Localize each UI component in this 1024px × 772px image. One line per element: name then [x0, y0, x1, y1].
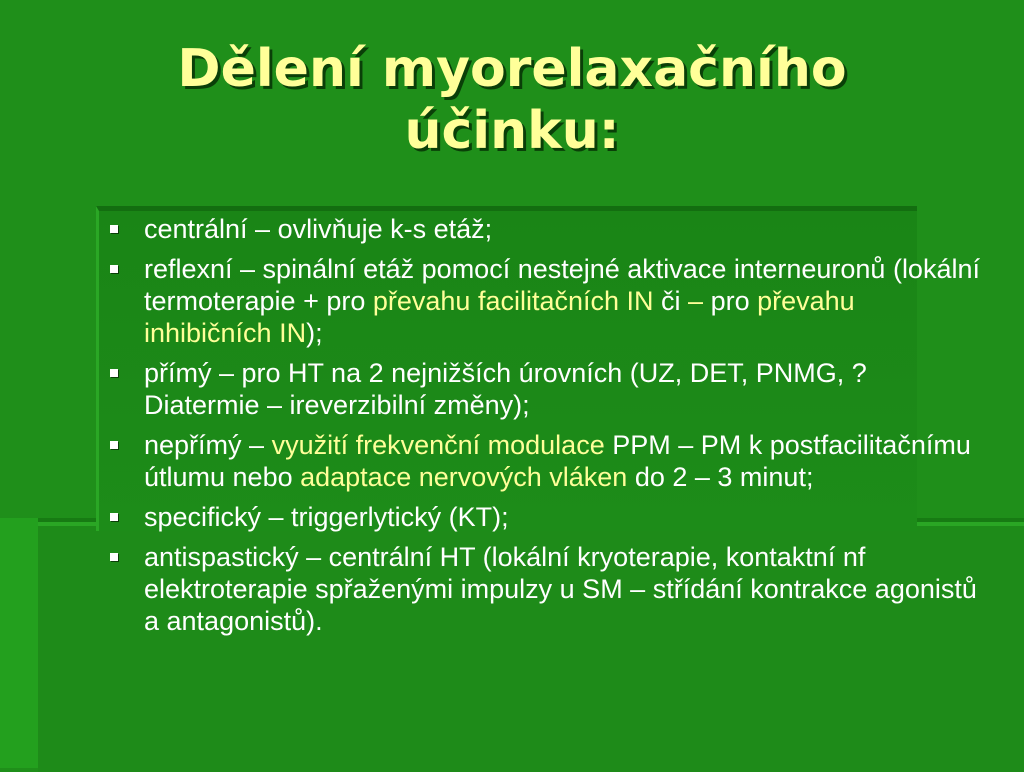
square-bullet-icon: [110, 553, 118, 561]
bullet-text-part: PPM – PM k postfacilitačnímu útlumu nebo: [144, 430, 971, 492]
bullet-text: přímý – pro HT na 2 nejnižších úrovních (UZ, DET, PNMG, ? Diatermie – ireverzibilní změny);: [144, 358, 867, 420]
bullet-item-antispastic: [110, 541, 980, 637]
bullet-item-specific: [110, 501, 980, 533]
bullet-item-direct: [110, 357, 980, 421]
highlighted-text: převahu inhibičních IN: [144, 286, 855, 348]
bullet-text-part: );: [306, 318, 323, 348]
bullet-text-part: pro: [703, 286, 758, 316]
bullet-text-part: nepřímý –: [144, 430, 272, 460]
bullet-text-part: reflexní – spinální etáž pomocí nestejné aktivace interneuronů (lokální termoterapie + pro: [144, 254, 980, 316]
highlighted-text: využití frekvenční modulace: [271, 430, 605, 460]
highlighted-text: převahu facilitačních IN: [372, 286, 654, 316]
title-line-2: účinku:: [404, 101, 620, 161]
bullet-text-part: do 2 – 3 minut;: [627, 462, 814, 492]
decorative-stripe-left: [0, 518, 38, 768]
bullet-list: [110, 213, 980, 645]
bullet-item-indirect: [110, 429, 980, 493]
bullet-item-reflex: [110, 253, 980, 349]
bullet-text: antispastický – centrální HT (lokální kryoterapie, kontaktní nf elektroterapie spřaženými impulzy u SM – střídání kontrakce agonistů a antagonistů).: [144, 542, 977, 636]
highlighted-text: –: [688, 286, 704, 316]
slide-title: [0, 38, 1024, 162]
square-bullet-icon: [110, 225, 118, 233]
square-bullet-icon: [110, 513, 118, 521]
bullet-text: centrální – ovlivňuje k-s etáž;: [144, 214, 493, 244]
title-line-1: Dělení myorelaxačního: [177, 39, 847, 99]
square-bullet-icon: [110, 369, 118, 377]
bullet-text-part: či: [653, 286, 689, 316]
square-bullet-icon: [110, 441, 118, 449]
square-bullet-icon: [110, 265, 118, 273]
bullet-item-central: [110, 213, 980, 245]
highlighted-text: adaptace nervových vláken: [300, 462, 628, 492]
bullet-text: specifický – triggerlytický (KT);: [144, 502, 509, 532]
